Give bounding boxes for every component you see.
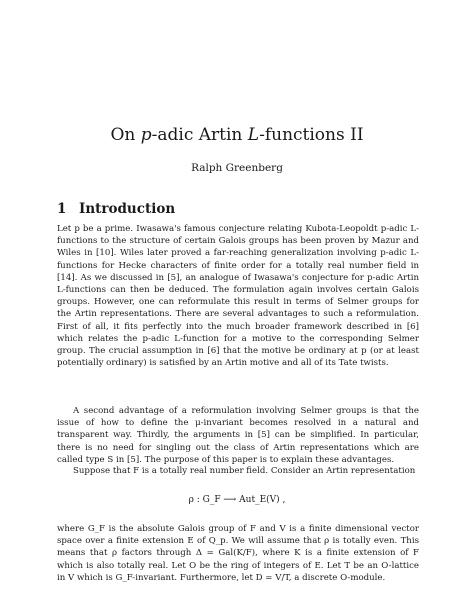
section-title: Introduction — [79, 201, 176, 217]
body-paragraph-3-block — [57, 465, 419, 477]
body-paragraph-2-block — [57, 405, 419, 466]
body-paragraph-2: A second advantage of a reformulation involving Selmer groups is that the issue of how to define the μ-invariant becomes resolved in a natural and transparent way. Thirdly, the arguments in [5] can be simplified. In particular, there is no need for singling out the class of Artin representations which are called type S in [5]. The purpose of this paper is to explain these advantages. — [57, 406, 419, 465]
title-suffix: -functions II — [259, 125, 364, 145]
paper-title — [0, 124, 474, 146]
body-paragraph-1: Let p be a prime. Iwasawa's famous conjecture relating Kubota-Leopoldt p-adic L-functions to the structure of certain Galois groups has been proven by Mazur and Wiles in [10]. Wiles later proved a far-reaching generalization involving p-adic L-functions for Hecke characters of finite order for a totally real number field in [14]. As we discussed in [5], an analogue of Iwasawa's conjecture for p-adic Artin L-functions can then be deduced. The formulation again involves certain Galois groups. However, one can reformulate this result in terms of Selmer groups for the Artin representations. There are several advantages to such a reformulation. First of all, it fits perfectly into the much broader framework described in [6] which relates the p-adic L-function for a motive to the corresponding Selmer group. The crucial assumption in [6] that the motive be ordinary at p (or at least potentially ordinary) is satisfied by an Artin motive and all of its Tate twists. — [57, 224, 419, 369]
section-heading — [57, 200, 175, 218]
body-paragraph-3: Suppose that F is a totally real number field. Consider an Artin representation — [73, 466, 416, 476]
author-name: Ralph Greenberg — [191, 162, 283, 174]
title-p-variable: p — [140, 125, 152, 145]
body-paragraph-1-block — [57, 223, 419, 369]
body-paragraph-4: where G_F is the absolute Galois group of F and V is a finite dimensional vector space over a finite extension E of Q_p. We will assume that ρ is totally even. This means that ρ factors through Δ = Gal(K/F), where K is a finite extension of F which is also totally real. Let O be the ring of integers of E. Let T be an O-lattice in V which is G_F-invariant. Furthermore, let D = V/T, a discrete O-module. — [57, 524, 419, 583]
display-formula: ρ : G_F ⟶ Aut_E(V) , — [188, 495, 286, 505]
body-paragraph-4-block — [57, 523, 419, 584]
title-l-variable: L — [247, 125, 260, 145]
title-middle: -adic Artin — [151, 125, 248, 145]
section-number: 1 — [57, 201, 67, 217]
title-prefix: On — [110, 125, 141, 145]
